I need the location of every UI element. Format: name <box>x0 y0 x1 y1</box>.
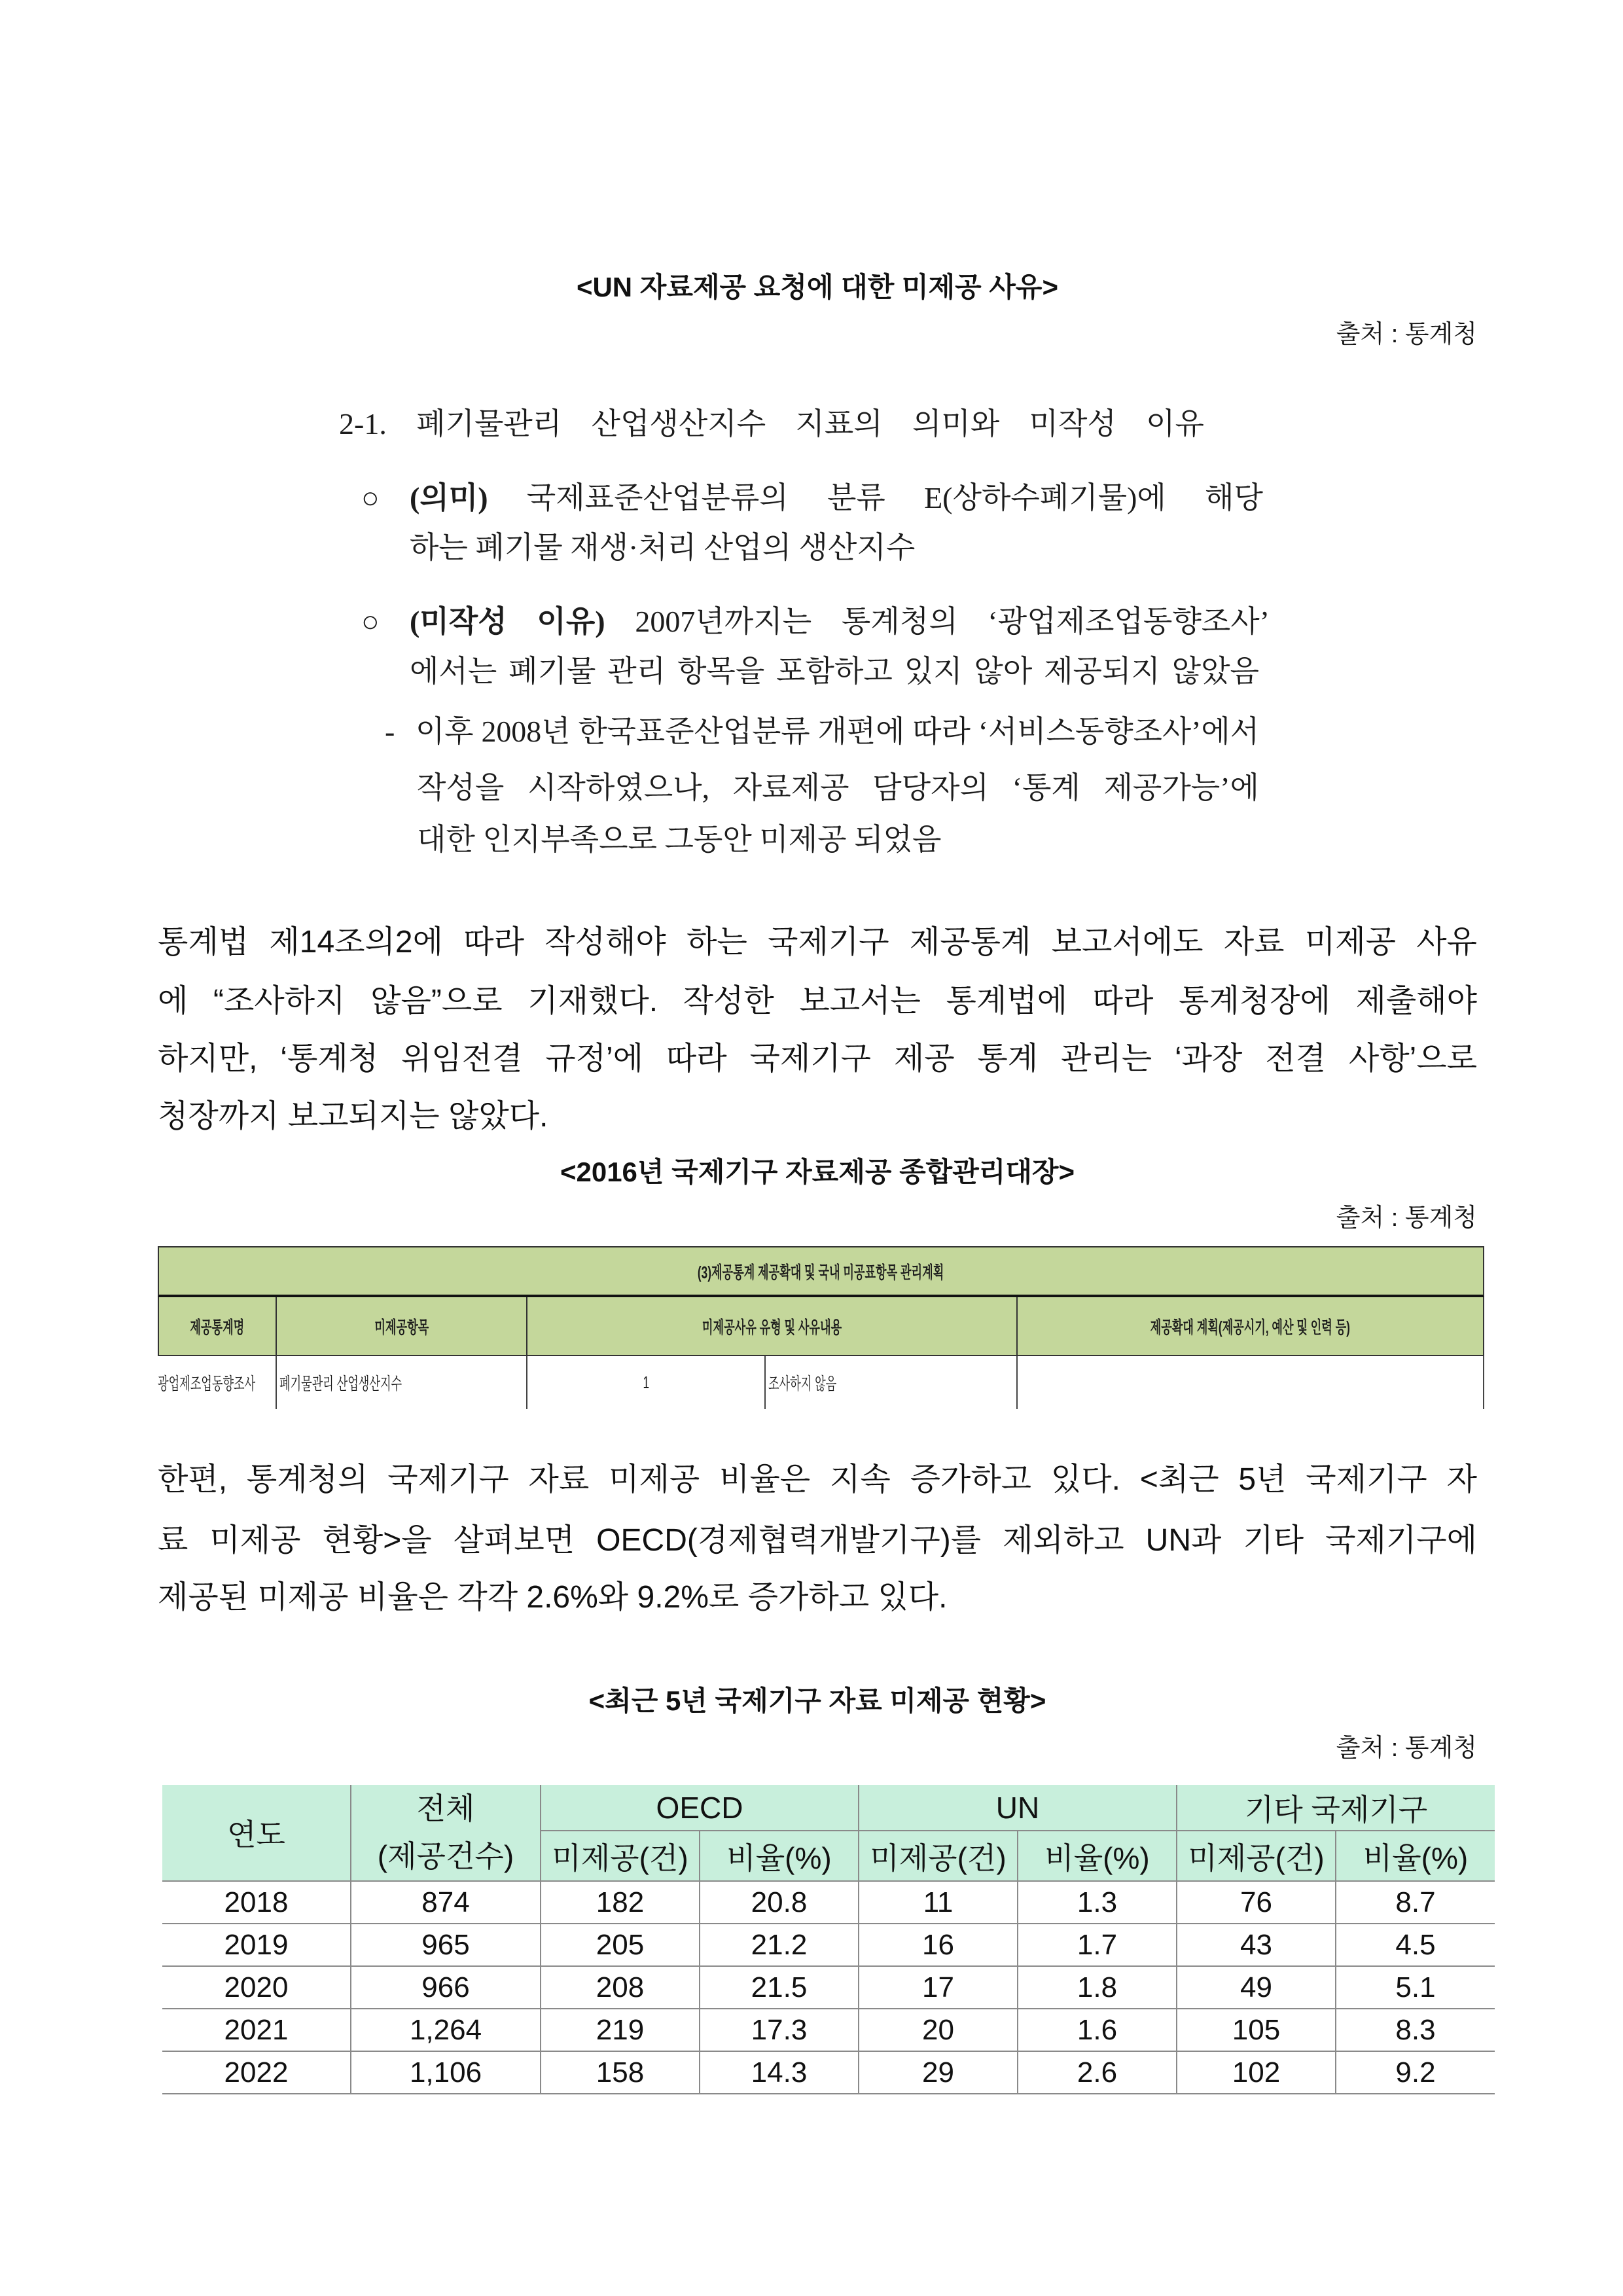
excerpt-label: (미작성 이유) <box>410 605 605 638</box>
table-row <box>162 2009 1495 2051</box>
table-row <box>162 1881 1495 1924</box>
count-header: 미제공(건) <box>1177 1831 1336 1881</box>
un-count-cell: 20 <box>859 2009 1018 2051</box>
oecd-rate-cell: 21.5 <box>700 1966 859 2009</box>
header-row <box>162 1785 1495 1831</box>
group-header-other: 기타 국제기구 <box>1177 1785 1495 1831</box>
column-header-text: 미제공사유 유형 및 사유내용 <box>702 1317 842 1337</box>
paragraph-line: 하지만, ‘통계청 위임전결 규정’에 따라 국제기구 제공 통계 관리는 ‘과장 전결 사항’으로 <box>158 1041 1477 1076</box>
excerpt-text: 대한 인지부족으로 그동안 미제공 되었음 <box>417 823 942 856</box>
rate-header: 비율(%) <box>1018 1831 1177 1881</box>
section-title-status: <최근 5년 국제기구 자료 미제공 현황> <box>588 1685 1046 1716</box>
oecd-rate-cell: 17.3 <box>700 2009 859 2051</box>
column-header-text: 제공통계명 <box>190 1317 245 1337</box>
paragraph-line: 료 미제공 현황>을 살펴보면 OECD(경제협력개발기구)를 제외하고 UN과 기타 국제기구에 <box>158 1523 1477 1558</box>
un-count-cell: 11 <box>859 1881 1018 1924</box>
paragraph-line: 에 “조사하지 않음”으로 기재했다. 작성한 보고서는 통계법에 따라 통계청장에 제출해야 <box>158 984 1477 1018</box>
year-cell: 2018 <box>162 1881 351 1924</box>
table-cell <box>527 1356 766 1409</box>
total-cell: 965 <box>351 1924 541 1966</box>
total-cell: 1,106 <box>351 2051 541 2094</box>
other-rate-cell: 8.3 <box>1336 2009 1495 2051</box>
unprovided-item: 폐기물관리 산업생산지수 <box>279 1374 402 1393</box>
total-header-line: 전체 <box>416 1791 475 1825</box>
year-cell: 2021 <box>162 2009 351 2051</box>
excerpt-heading: 2-1. 폐기물관리 산업생산지수 지표의 의미와 미작성 이유 <box>339 407 1204 440</box>
oecd-count-cell: 158 <box>541 2051 700 2094</box>
paragraph-line: 통계법 제14조의2에 따라 작성해야 하는 국제기구 제공통계 보고서에도 자료 미제공 사유 <box>158 925 1477 960</box>
column-header <box>277 1297 527 1356</box>
oecd-count-cell: 205 <box>541 1924 700 1966</box>
column-header <box>1018 1297 1484 1356</box>
un-count-cell: 29 <box>859 2051 1018 2094</box>
excerpt-text: 작성을 시작하였으나, 자료제공 담당자의 ‘통계 제공가능’에 <box>417 771 1259 804</box>
column-header <box>527 1297 1018 1356</box>
excerpt-item-reason <box>410 602 1270 641</box>
other-count-cell: 76 <box>1177 1881 1336 1924</box>
count-header: 미제공(건) <box>541 1831 700 1881</box>
oecd-rate-cell: 14.3 <box>700 2051 859 2094</box>
paragraph-line: 청장까지 보고되지는 않았다. <box>158 1099 548 1134</box>
total-cell: 966 <box>351 1966 541 2009</box>
section-title-ledger: <2016년 국제기구 자료제공 종합관리대장> <box>560 1157 1075 1187</box>
column-header-text: 미제공항목 <box>374 1317 429 1337</box>
management-ledger-table <box>158 1246 1484 1409</box>
excerpt-text: 국제표준산업분류의 분류 E(상하수폐기물)에 해당 <box>526 481 1263 514</box>
un-rate-cell: 1.8 <box>1018 1966 1177 2009</box>
table-cell <box>158 1356 277 1409</box>
rate-header: 비율(%) <box>1336 1831 1495 1881</box>
oecd-count-cell: 219 <box>541 2009 700 2051</box>
reason-type: 1 <box>643 1372 649 1392</box>
excerpt-label: (의미) <box>410 481 488 514</box>
circle-bullet-icon: ○ <box>361 605 380 638</box>
table-cell <box>277 1356 527 1409</box>
other-rate-cell: 4.5 <box>1336 1924 1495 1966</box>
circle-bullet-icon: ○ <box>361 481 380 514</box>
table-row <box>162 1966 1495 2009</box>
rate-header: 비율(%) <box>700 1831 859 1881</box>
excerpt-text: 이후 2008년 한국표준산업분류 개편에 따라 ‘서비스동향조사’에서 <box>416 715 1259 748</box>
year-header: 연도 <box>162 1785 351 1881</box>
excerpt-text: 에서는 폐기물 관리 항목을 포함하고 있지 않아 제공되지 않았음 <box>410 655 1259 688</box>
total-header-line: (제공건수) <box>377 1839 514 1873</box>
total-header <box>351 1785 541 1881</box>
total-cell: 1,264 <box>351 2009 541 2051</box>
table-cell <box>766 1356 1018 1409</box>
unprovided-status-table <box>162 1785 1495 2094</box>
excerpt-text: 2007년까지는 통계청의 ‘광업제조업동향조사’ <box>635 605 1270 638</box>
reason-detail: 조사하지 않음 <box>768 1374 837 1393</box>
un-count-cell: 17 <box>859 1966 1018 2009</box>
source-label: 출처 : 통계청 <box>1336 1734 1477 1762</box>
other-rate-cell: 9.2 <box>1336 2051 1495 2094</box>
un-rate-cell: 2.6 <box>1018 2051 1177 2094</box>
group-header-un: UN <box>859 1785 1177 1831</box>
dash-bullet-icon: - <box>385 715 395 748</box>
count-header: 미제공(건) <box>859 1831 1018 1881</box>
paragraph-line: 제공된 미제공 비율은 각각 2.6%와 9.2%로 증가하고 있다. <box>158 1580 948 1615</box>
un-rate-cell: 1.3 <box>1018 1881 1177 1924</box>
other-count-cell: 43 <box>1177 1924 1336 1966</box>
table-cell-empty <box>1018 1356 1484 1409</box>
other-count-cell: 102 <box>1177 2051 1336 2094</box>
un-rate-cell: 1.7 <box>1018 1924 1177 1966</box>
other-rate-cell: 8.7 <box>1336 1881 1495 1924</box>
other-count-cell: 105 <box>1177 2009 1336 2051</box>
table-row <box>162 1924 1495 1966</box>
table-caption-text: (3)제공통계 제공확대 및 국내 미공표항목 관리계획 <box>698 1262 944 1282</box>
table-row <box>162 2051 1495 2094</box>
excerpt-item-meaning <box>410 478 1263 518</box>
column-header-text: 제공확대 계획(제공시기, 예산 및 인력 등) <box>1150 1317 1351 1337</box>
year-cell: 2022 <box>162 2051 351 2094</box>
group-header-oecd: OECD <box>541 1785 859 1831</box>
source-label: 출처 : 통계청 <box>1336 1204 1477 1232</box>
excerpt-text: 하는 폐기물 재생·처리 산업의 생산지수 <box>410 531 916 564</box>
paragraph-line: 한편, 통계청의 국제기구 자료 미제공 비율은 지속 증가하고 있다. <최근 5년 국제기구 자 <box>158 1462 1477 1497</box>
table-caption <box>158 1246 1484 1297</box>
oecd-rate-cell: 20.8 <box>700 1881 859 1924</box>
oecd-rate-cell: 21.2 <box>700 1924 859 1966</box>
total-cell: 874 <box>351 1881 541 1924</box>
statistic-name: 광업제조업동향조사 <box>158 1374 256 1393</box>
oecd-count-cell: 182 <box>541 1881 700 1924</box>
source-label: 출처 : 통계청 <box>1336 321 1477 348</box>
year-cell: 2020 <box>162 1966 351 2009</box>
section-title-un-reasons: <UN 자료제공 요청에 대한 미제공 사유> <box>576 272 1059 302</box>
un-count-cell: 16 <box>859 1924 1018 1966</box>
other-rate-cell: 5.1 <box>1336 1966 1495 2009</box>
un-rate-cell: 1.6 <box>1018 2009 1177 2051</box>
column-header <box>158 1297 277 1356</box>
year-cell: 2019 <box>162 1924 351 1966</box>
other-count-cell: 49 <box>1177 1966 1336 2009</box>
oecd-count-cell: 208 <box>541 1966 700 2009</box>
